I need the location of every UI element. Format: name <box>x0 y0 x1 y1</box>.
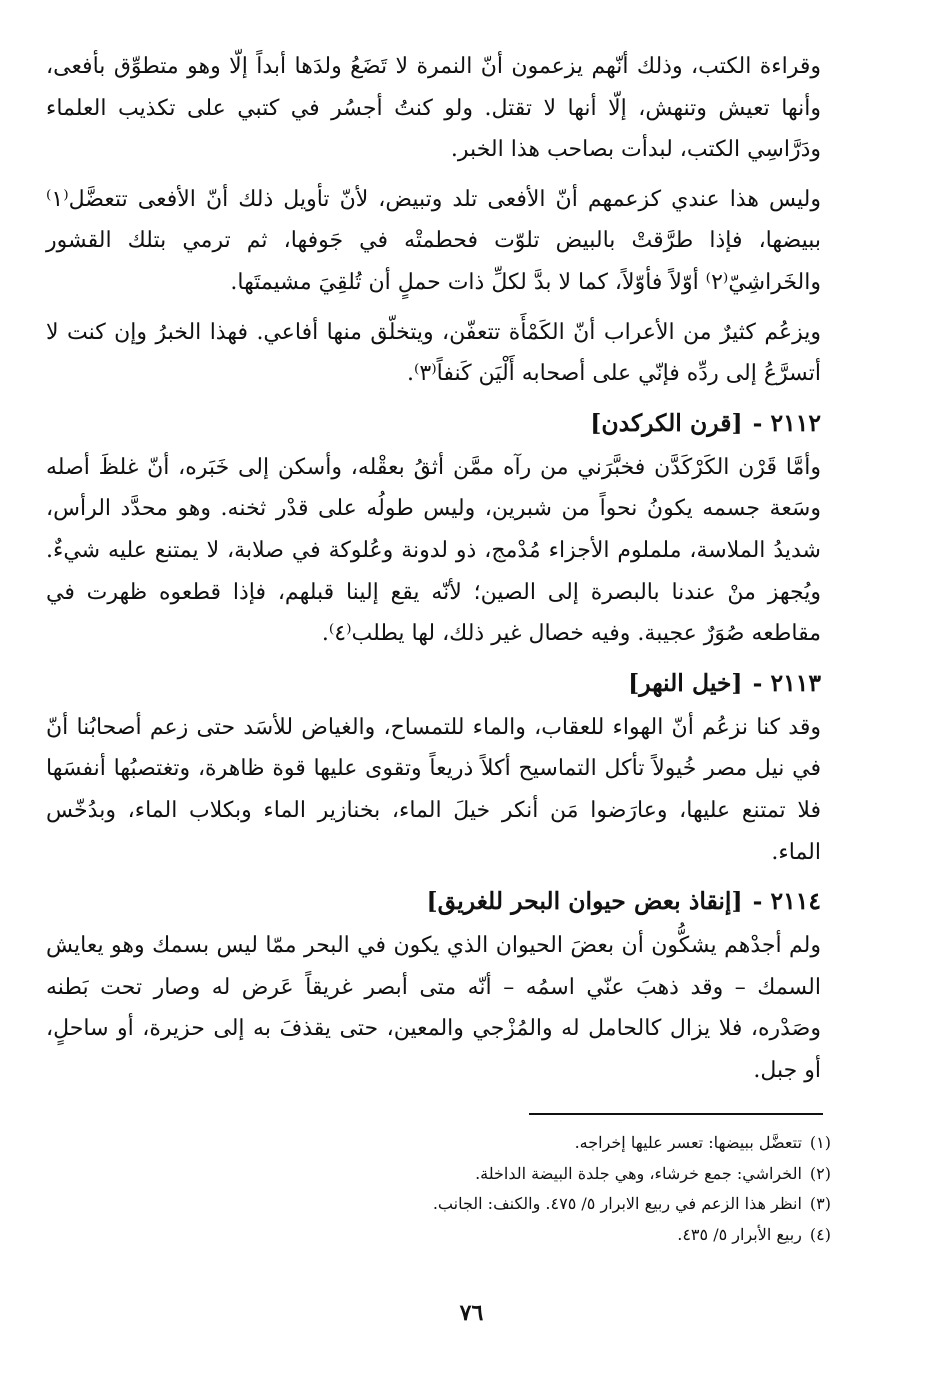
section-heading-2112 <box>46 403 821 443</box>
footnote-mark: (٣) <box>809 1194 831 1213</box>
section-text-2113: وقد كنا نزعُم أنّ الهواء للعقاب، والماء للتمساح، والغياض للأسَد حتى زعم أصحابُنا أنّ في نيل مصر خُيولاً تأكل التماسيح أكلاً ذريعاً وتقوى عليها قوة ظاهرة، وتغتصبُها أنفسَها فلا تمتنع عليها، وعارَضوا مَن أنكر خيلَ الماء، بخنازير الماء وبكلاب الماء، وبدُخّس الماء. <box>46 714 821 865</box>
footnote-3 <box>46 1189 831 1220</box>
footnote-mark: (٢) <box>809 1163 831 1183</box>
footnotes <box>46 1128 831 1250</box>
footnote-text: انظر هذا الزعم في ربيع الابرار ٥/ ٤٧٥. والكنف: الجانب. <box>432 1194 802 1213</box>
footnote-mark: (١) <box>809 1133 831 1152</box>
section-heading-2113 <box>46 663 821 703</box>
section-heading-2114 <box>46 881 821 921</box>
footnote-4 <box>46 1220 831 1251</box>
page-number: ٧٦ <box>459 1300 484 1326</box>
footnote-2 <box>46 1159 831 1190</box>
section-number: ٢١١٢ - <box>752 408 821 437</box>
section-title: [قرن الكركدن] <box>590 408 743 437</box>
footnote-divider <box>529 1113 823 1115</box>
footnote-mark: (٤) <box>809 1224 831 1244</box>
paragraph-1: وقراءة الكتب، وذلك أنّهم يزعمون أنّ النمرة لا تَضَعُ ولدَها أبداً إلّا وهو متطوِّق بأفعى، وأنها تعيش وتنهش، إلّا أنها لا تقتل. ولو كنتُ أجسُر في كتبي على تكذيب العلماء ودَرَّاسِي الكتب، لبدأت بصاحب هذا الخبر. <box>46 54 821 163</box>
footnote-text: الخراشي: جمع خرشاء، وهي جلدة البيضة الداخلة. <box>475 1163 802 1183</box>
section-number: ٢١١٣ - <box>752 668 821 697</box>
footnote-1 <box>46 1128 831 1159</box>
section-title: [خيل النهر] <box>628 668 743 697</box>
section-title: [إنقاذ بعض حيوان البحر للغريق] <box>426 887 743 916</box>
section-number: ٢١١٤ - <box>752 887 821 916</box>
section-text-2112: وأمَّا قَرْن الكَرْكَدَّن فخبَّرَني من رآه ممَّن أثقُ بعقْله، وأسكن إلى خَبَره، أنّ غلظَ أصله وسَعة جسمه يكونُ نحواً من شبرين، وليس طولُه على قدْر ثخنه. وهو محدَّد الرأس، شديدُ الملاسة، ململوم الأجزاء مُدْمج، ذو لدونة وعُلوكة في صلابة، لا يمتنع عليه شيءٌ. ويُجهز منْ عندنا بالبصرة إلى الصين؛ لأنّه يقع إلينا قبلهم، فإذا قطعوه ظهرت في مقاطعه صُوَرٌ عجيبة. وفيه خصال غير ذلك، لها يطلب⁽٤⁾. <box>46 454 821 647</box>
footnote-text: ربيع الأبرار ٥/ ٤٣٥. <box>677 1224 802 1244</box>
paragraph-2: وليس هذا عندي كزعمهم أنّ الأفعى تلد وتبيض، لأنّ تأويل ذلك أنّ الأفعى تتعضَّل⁽١⁾ ببيضها، فإذا طرَّقتْ بالبيض تلوّت فحطمتْه في جَوفها، ثم ترمي بتلك القشور والخَراشِيّ⁽٢⁾ أوّلاً فأوّلاً، كما لا بدَّ لكلِّ ذات حملٍ أن تُلقِيَ مشيمتَها. <box>46 186 821 295</box>
section-text-2114: ولم أجدْهم يشكُّون أن بعضَ الحيوان الذي يكون في البحر ممّا ليس بسمك وهو يعايش السمك – وقد ذهبَ عنّي اسمُه – أنّه متى أبصر غريقاً عَرض له وصار تحت بَطنه وصَدْره، فلا يزال كالحامل له والمُزْجي والمعين، حتى يقذفَ به إلى حزيرة، أو ساحلٍ، أو جبل. <box>46 933 821 1083</box>
footnote-text: تتعضَّل ببيضها: تعسر عليها إخراجه. <box>574 1133 802 1152</box>
paragraph-3: ويزعُم كثيرٌ من الأعراب أنّ الكَمْأَة تتعفّن، ويتخلّق منها أفاعي. فهذا الخبرُ وإن كنت لا أتسرَّعُ إلى ردِّه فإنّي على أصحابه أَلْيَن كَنفاً⁽٣⁾. <box>46 319 821 387</box>
